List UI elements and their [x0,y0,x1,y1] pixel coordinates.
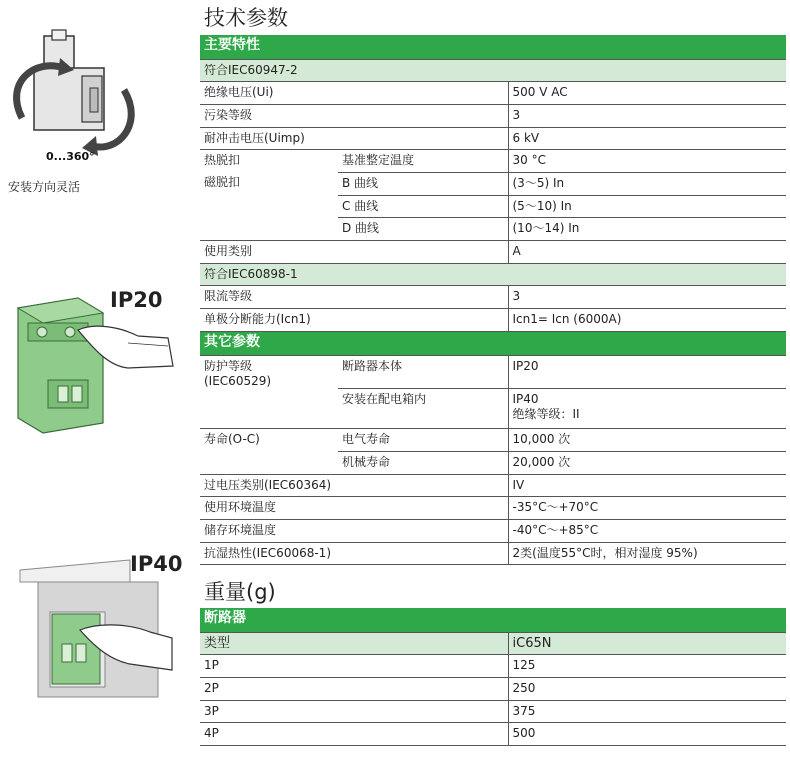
table-row: 1P 125 [200,655,786,678]
tech-params-table [200,35,786,565]
rotation-degree-text: 0...360° [46,150,95,163]
weight-header-row: 类型 iC65N [200,632,786,655]
ip40-label: IP40 [130,552,183,576]
table-row: 使用类别 A [200,241,786,264]
section-main-features: 主要特性 [200,35,786,59]
rotation-illustration [4,28,154,168]
table-row: 污染等级 3 [200,104,786,127]
table-row: 抗湿热性(IEC60068-1) 2类(温度55°C时，相对湿度 95%) [200,542,786,565]
table-row: 2P 250 [200,677,786,700]
table-row: 单极分断能力(Icn1) Icn1= Icn (6000A) [200,309,786,332]
table-row: 过电压类别(IEC60364) IV [200,474,786,497]
table-row: 磁脱扣 B 曲线 (3～5) In [200,172,786,195]
section-breaker: 断路器 [200,608,786,632]
table-row: 储存环境温度 -40°C～+85°C [200,520,786,543]
table-row: 热脱扣 基准整定温度 30 °C [200,150,786,173]
table-row: D 曲线 (10～14) In [200,218,786,241]
std-iec60947: 符合IEC60947-2 [200,59,786,82]
table-row: 安装在配电箱内 IP40 绝缘等级：II [200,389,786,429]
ip20-label: IP20 [110,288,163,312]
table-row: 限流等级 3 [200,286,786,309]
section-other-params: 其它参数 [200,331,786,355]
rotation-caption: 安装方向灵活 [8,180,81,194]
table-row: 4P 500 [200,723,786,746]
table-row: 3P 375 [200,700,786,723]
tech-params-title: 技术参数 [204,6,288,30]
table-row: C 曲线 (5～10) In [200,195,786,218]
table-row: 使用环境温度 -35°C～+70°C [200,497,786,520]
table-row: 寿命(O-C) 电气寿命 10,000 次 [200,429,786,452]
table-row: 耐冲击电压(Uimp) 6 kV [200,127,786,150]
table-row: 防护等级 (IEC60529) 断路器本体 IP20 [200,355,786,389]
illustrations-column [0,0,200,759]
weight-title: 重量(g) [204,580,276,604]
std-iec60898: 符合IEC60898-1 [200,263,786,286]
table-row: 机械寿命 20,000 次 [200,451,786,474]
weight-table [200,608,786,746]
table-row: 绝缘电压(Ui) 500 V AC [200,82,786,105]
